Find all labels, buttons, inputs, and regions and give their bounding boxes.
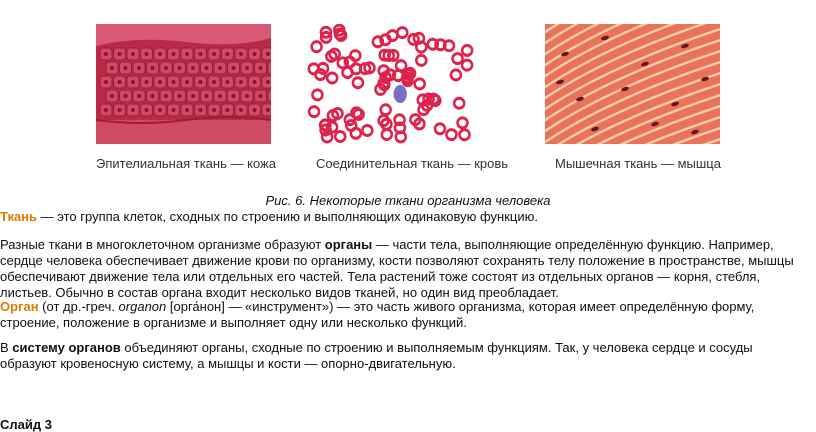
definition-organ-text: [орга́нон] — «инструмент») — это часть живого организма, которая имеет определённую форму, строение, положение в организме и выполняет одну или несколько функций. <box>0 299 755 330</box>
definition-tissue <box>0 209 810 225</box>
organon-word: organon <box>118 299 167 314</box>
figure-caption: Рис. 6. Некоторые ткани организма человека <box>265 193 551 208</box>
bold-organs: органы <box>324 237 373 252</box>
paragraph-organ-system <box>0 340 810 372</box>
tissue-figure <box>90 18 730 178</box>
epithelial-tissue-image <box>96 24 271 144</box>
caption-blood: Соединительная ткань — кровь <box>316 156 509 171</box>
paragraph-organs-text-2: — части тела, выполняющие определённую функцию. Например, сердце человека обеспечивает движение крови по организму, кости позволяют сохранять телу положение в пространстве, мышцы обеспечивают движение тела или отдельных его частей. Тела растений тоже состоят из отдельных органов — корня, стебля, листьев. Обычно в состав органа входит несколько видов тканей, но один вид преобладает. <box>0 237 794 300</box>
blood-tissue-image <box>306 24 481 144</box>
term-tissue: Ткань <box>0 209 38 224</box>
term-organ: Орган <box>0 299 39 314</box>
caption-muscle: Мышечная ткань — мышца <box>555 156 721 171</box>
bold-organ-system: систему органов <box>12 340 121 355</box>
muscle-tissue-image <box>545 24 720 144</box>
caption-epithelial: Эпителиальная ткань — кожа <box>96 156 276 171</box>
paragraph-system-text-2: объединяют органы, сходные по строению и выполняемым функциям. Так, у человека сердце и сосуды образуют кровеносную систему, а мышцы и кости — опорно-двигательную. <box>0 340 753 371</box>
slide-label: Слайд 3 <box>0 417 52 432</box>
definition-organ-pre: (от др.-греч. <box>38 299 119 314</box>
paragraph-system-text-1: В <box>0 340 13 355</box>
paragraph-organs <box>0 237 810 301</box>
definition-tissue-text: — это группа клеток, сходных по строению и выполняющих одинаковую функцию. <box>37 209 538 224</box>
paragraph-organs-text-1: Разные ткани в многоклеточном организме образуют <box>0 237 325 252</box>
definition-organ <box>0 299 810 331</box>
